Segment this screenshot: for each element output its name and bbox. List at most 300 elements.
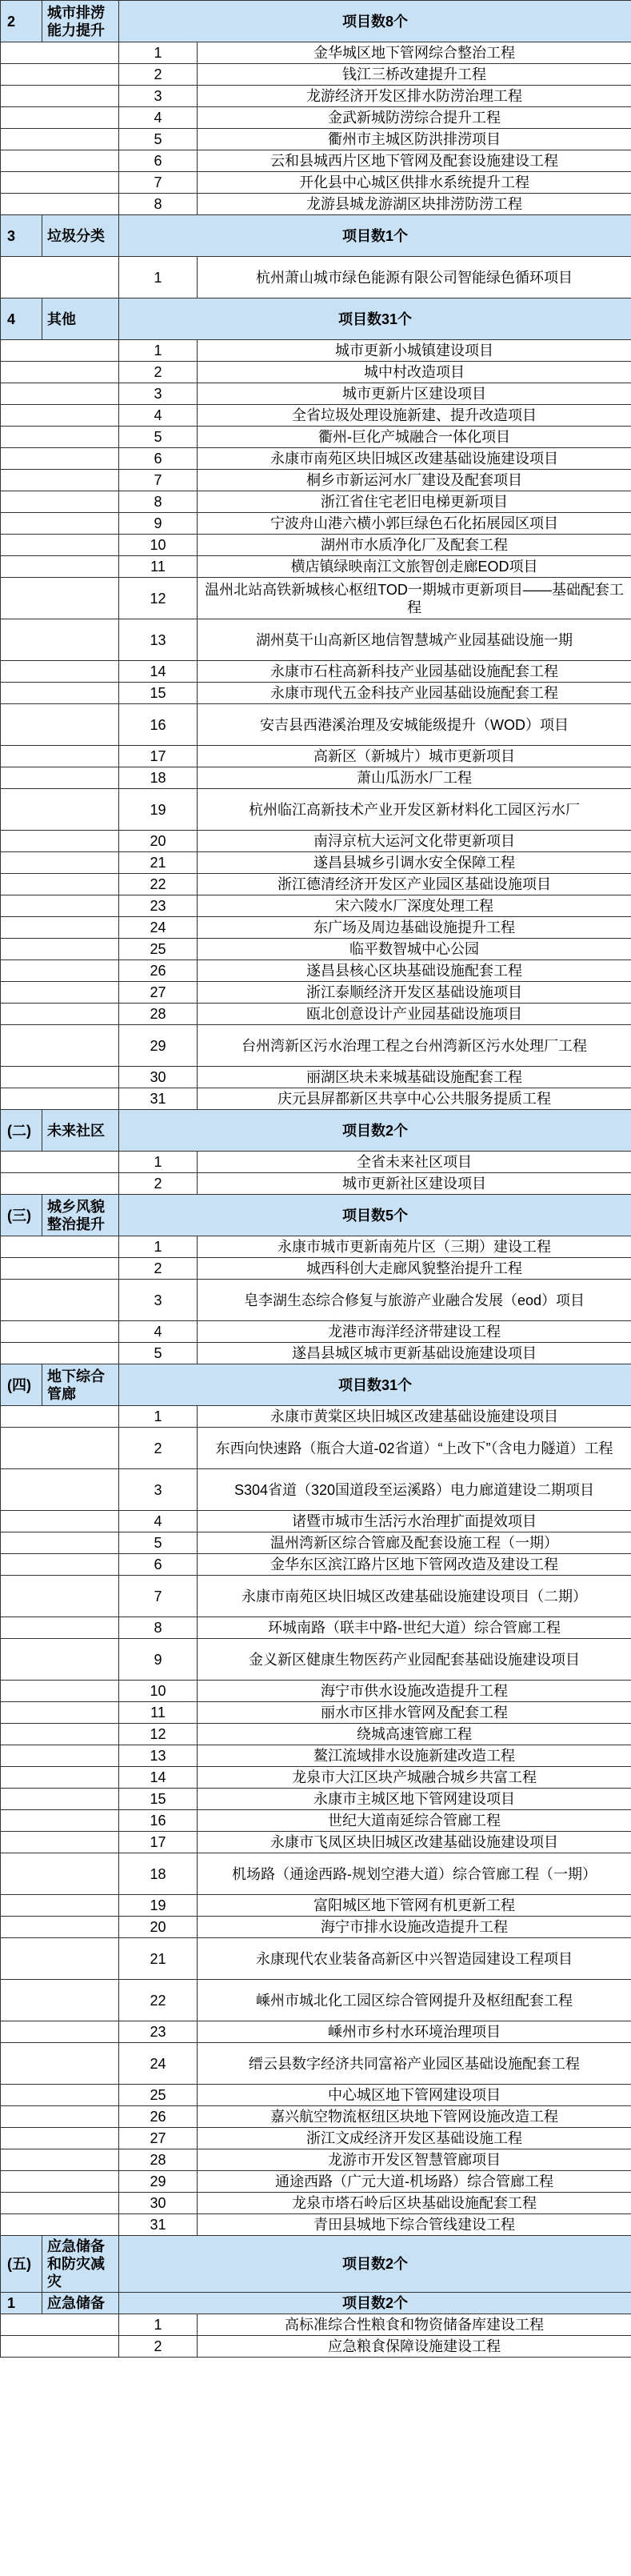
- project-name: 开化县中心城区供排水系统提升工程: [198, 172, 631, 194]
- project-name: 丽湖区块未来城基础设施配套工程: [198, 1067, 631, 1088]
- project-name: 衢州-巨化产城融合一体化项目: [198, 427, 631, 448]
- empty-cell: [1, 831, 119, 852]
- project-index: 11: [119, 556, 198, 578]
- project-index: 31: [119, 2214, 198, 2236]
- section-name: 应急储备: [42, 2293, 119, 2314]
- project-name: 萧山瓜沥水厂工程: [198, 767, 631, 789]
- empty-cell: [1, 1152, 119, 1173]
- empty-cell: [1, 1258, 119, 1280]
- section-project-count: 项目数31个: [119, 298, 631, 340]
- project-name: 诸暨市城市生活污水治理扩面提效项目: [198, 1511, 631, 1532]
- project-index: 25: [119, 939, 198, 960]
- section-project-count: 项目数2个: [119, 1110, 631, 1152]
- project-name: 横店镇绿映南江文旅智创走廊EOD项目: [198, 556, 631, 578]
- project-index: 3: [119, 383, 198, 405]
- section-header-row: [1, 2236, 631, 2293]
- empty-cell: [1, 1532, 119, 1554]
- project-index: 1: [119, 1236, 198, 1258]
- project-row: [1, 1745, 631, 1767]
- empty-cell: [1, 1745, 119, 1767]
- project-row: [1, 789, 631, 831]
- project-name: 环城南路（联丰中路-世纪大道）综合管廊工程: [198, 1617, 631, 1639]
- empty-cell: [1, 1088, 119, 1110]
- project-name: 温州北站高铁新城核心枢纽TOD一期城市更新项目——基础配套工程: [198, 578, 631, 619]
- project-name: 海宁市排水设施改造提升工程: [198, 1917, 631, 1938]
- project-index: 5: [119, 129, 198, 150]
- project-row: [1, 1236, 631, 1258]
- project-index: 3: [119, 86, 198, 107]
- project-name: 城市更新小城镇建设项目: [198, 340, 631, 362]
- empty-cell: [1, 107, 119, 129]
- empty-cell: [1, 2043, 119, 2085]
- project-name: 高新区（新城片）城市更新项目: [198, 746, 631, 767]
- empty-cell: [1, 1236, 119, 1258]
- project-row: [1, 619, 631, 661]
- empty-cell: [1, 2128, 119, 2149]
- project-row: [1, 1639, 631, 1681]
- project-row: [1, 362, 631, 383]
- project-row: [1, 86, 631, 107]
- project-name: 台州湾新区污水治理工程之台州湾新区污水处理厂工程: [198, 1025, 631, 1067]
- empty-cell: [1, 2106, 119, 2128]
- project-row: [1, 470, 631, 491]
- project-index: 4: [119, 107, 198, 129]
- project-row: [1, 2085, 631, 2106]
- section-number: (四): [1, 1364, 42, 1406]
- project-name: 云和县城西片区地下管网及配套设施建设工程: [198, 150, 631, 172]
- project-row: [1, 746, 631, 767]
- project-index: 20: [119, 1917, 198, 1938]
- project-index: 1: [119, 42, 198, 64]
- project-name: 龙游经济开发区排水防涝治理工程: [198, 86, 631, 107]
- project-name: 通途西路（广元大道-机场路）综合管廊工程: [198, 2171, 631, 2193]
- project-row: [1, 2149, 631, 2171]
- section-number: 2: [1, 1, 42, 42]
- project-index: 10: [119, 1681, 198, 1702]
- project-name: 金华城区地下管网综合整治工程: [198, 42, 631, 64]
- project-row: [1, 1469, 631, 1511]
- empty-cell: [1, 1025, 119, 1067]
- empty-cell: [1, 2085, 119, 2106]
- empty-cell: [1, 982, 119, 1004]
- empty-cell: [1, 556, 119, 578]
- project-row: [1, 1280, 631, 1321]
- section-project-count: 项目数8个: [119, 1, 631, 42]
- project-row: [1, 257, 631, 298]
- project-name: S304省道（320国道段至运溪路）电力廊道建设二期项目: [198, 1469, 631, 1511]
- project-index: 16: [119, 1810, 198, 1832]
- project-index: 10: [119, 535, 198, 556]
- empty-cell: [1, 491, 119, 513]
- project-index: 17: [119, 1832, 198, 1853]
- project-index: 13: [119, 619, 198, 661]
- empty-cell: [1, 1173, 119, 1195]
- project-row: [1, 1152, 631, 1173]
- project-row: [1, 2106, 631, 2128]
- project-index: 28: [119, 1004, 198, 1025]
- section-project-count: 项目数2个: [119, 2293, 631, 2314]
- project-index: 21: [119, 1938, 198, 1980]
- section-header-row: [1, 2293, 631, 2314]
- project-name: 机场路（通途西路-规划空港大道）综合管廊工程（一期）: [198, 1853, 631, 1895]
- project-row: [1, 2214, 631, 2236]
- project-index: 29: [119, 1025, 198, 1067]
- section-project-count: 项目数31个: [119, 1364, 631, 1406]
- project-index: 6: [119, 1554, 198, 1576]
- project-name: 永康市现代五金科技产业园基础设施配套工程: [198, 683, 631, 704]
- project-row: [1, 683, 631, 704]
- project-row: [1, 1554, 631, 1576]
- project-row: [1, 491, 631, 513]
- project-row: [1, 383, 631, 405]
- empty-cell: [1, 619, 119, 661]
- project-name: 城市更新社区建设项目: [198, 1173, 631, 1195]
- empty-cell: [1, 64, 119, 86]
- section-header-row: [1, 215, 631, 257]
- project-name: 永康市飞凤区块旧城区改建基础设施建设项目: [198, 1832, 631, 1853]
- project-index: 9: [119, 513, 198, 535]
- project-name: 遂昌县城区城市更新基础设施建设项目: [198, 1343, 631, 1364]
- empty-cell: [1, 704, 119, 746]
- project-name: 龙游县城龙游湖区块排涝防涝工程: [198, 194, 631, 215]
- project-name: 瓯北创意设计产业园基础设施项目: [198, 1004, 631, 1025]
- empty-cell: [1, 2314, 119, 2336]
- project-index: 29: [119, 2171, 198, 2193]
- empty-cell: [1, 427, 119, 448]
- project-index: 1: [119, 2314, 198, 2336]
- project-name: 南浔京杭大运河文化带更新项目: [198, 831, 631, 852]
- empty-cell: [1, 2149, 119, 2171]
- empty-cell: [1, 1681, 119, 1702]
- project-index: 28: [119, 2149, 198, 2171]
- project-name: 应急粮食保障设施建设工程: [198, 2336, 631, 2358]
- project-row: [1, 1681, 631, 1702]
- project-name: 金华东区滨江路片区地下管网改造及建设工程: [198, 1554, 631, 1576]
- section-name: 垃圾分类: [42, 215, 119, 257]
- project-index: 2: [119, 1258, 198, 1280]
- empty-cell: [1, 86, 119, 107]
- project-index: 7: [119, 1576, 198, 1617]
- project-name: 永康市黄棠区块旧城区改建基础设施建设项目: [198, 1406, 631, 1428]
- project-row: [1, 2043, 631, 2085]
- section-number: (三): [1, 1195, 42, 1236]
- project-row: [1, 1511, 631, 1532]
- project-row: [1, 1767, 631, 1789]
- project-name: 皂李湖生态综合修复与旅游产业融合发展（eod）项目: [198, 1280, 631, 1321]
- project-index: 16: [119, 704, 198, 746]
- project-row: [1, 2171, 631, 2193]
- empty-cell: [1, 405, 119, 427]
- project-index: 1: [119, 340, 198, 362]
- empty-cell: [1, 1321, 119, 1343]
- empty-cell: [1, 939, 119, 960]
- project-name: 湖州市水质净化厂及配套工程: [198, 535, 631, 556]
- project-row: [1, 405, 631, 427]
- project-index: 26: [119, 2106, 198, 2128]
- section-number: 3: [1, 215, 42, 257]
- section-number: 1: [1, 2293, 42, 2314]
- project-name: 宋六陵水厂深度处理工程: [198, 895, 631, 917]
- project-table-body: [1, 1, 631, 2358]
- project-row: [1, 1810, 631, 1832]
- empty-cell: [1, 194, 119, 215]
- project-row: [1, 1025, 631, 1067]
- project-name: 高标准综合性粮食和物资储备库建设工程: [198, 2314, 631, 2336]
- project-name: 永康市主城区地下管网建设项目: [198, 1789, 631, 1810]
- project-index: 5: [119, 1343, 198, 1364]
- project-name: 中心城区地下管网建设项目: [198, 2085, 631, 2106]
- project-row: [1, 1321, 631, 1343]
- project-index: 15: [119, 683, 198, 704]
- project-index: 6: [119, 448, 198, 470]
- project-index: 12: [119, 578, 198, 619]
- project-row: [1, 2314, 631, 2336]
- empty-cell: [1, 1724, 119, 1745]
- project-name: 青田县城地下综合管线建设工程: [198, 2214, 631, 2236]
- project-name: 海宁市供水设施改造提升工程: [198, 1681, 631, 1702]
- section-name: 城市排涝能力提升: [42, 1, 119, 42]
- project-name: 钱江三桥改建提升工程: [198, 64, 631, 86]
- project-index: 19: [119, 789, 198, 831]
- project-name: 安吉县西港溪治理及安城能级提升（WOD）项目: [198, 704, 631, 746]
- empty-cell: [1, 1406, 119, 1428]
- project-row: [1, 939, 631, 960]
- project-index: 22: [119, 874, 198, 895]
- empty-cell: [1, 578, 119, 619]
- project-index: 2: [119, 1428, 198, 1469]
- project-row: [1, 2021, 631, 2043]
- project-index: 14: [119, 661, 198, 683]
- section-project-count: 项目数2个: [119, 2236, 631, 2293]
- project-row: [1, 1173, 631, 1195]
- project-row: [1, 1789, 631, 1810]
- project-index: 12: [119, 1724, 198, 1745]
- project-index: 1: [119, 257, 198, 298]
- project-index: 1: [119, 1152, 198, 1173]
- project-index: 27: [119, 2128, 198, 2149]
- project-index: 17: [119, 746, 198, 767]
- section-name: 未来社区: [42, 1110, 119, 1152]
- project-row: [1, 1853, 631, 1895]
- project-name: 衢州市主城区防洪排涝项目: [198, 129, 631, 150]
- empty-cell: [1, 1639, 119, 1681]
- project-row: [1, 1258, 631, 1280]
- project-row: [1, 767, 631, 789]
- empty-cell: [1, 1767, 119, 1789]
- project-index: 24: [119, 2043, 198, 2085]
- project-name: 龙港市海洋经济带建设工程: [198, 1321, 631, 1343]
- empty-cell: [1, 1895, 119, 1917]
- project-name: 龙游市开发区智慧管廊项目: [198, 2149, 631, 2171]
- empty-cell: [1, 1469, 119, 1511]
- project-row: [1, 1428, 631, 1469]
- project-name: 龙泉市大江区块产城融合城乡共富工程: [198, 1767, 631, 1789]
- project-row: [1, 1576, 631, 1617]
- empty-cell: [1, 2171, 119, 2193]
- empty-cell: [1, 960, 119, 982]
- project-index: 30: [119, 2193, 198, 2214]
- project-row: [1, 1617, 631, 1639]
- project-name: 世纪大道南延综合管廊工程: [198, 1810, 631, 1832]
- project-row: [1, 1004, 631, 1025]
- project-index: 9: [119, 1639, 198, 1681]
- empty-cell: [1, 535, 119, 556]
- section-header-row: [1, 1110, 631, 1152]
- project-index: 2: [119, 1173, 198, 1195]
- empty-cell: [1, 172, 119, 194]
- project-row: [1, 556, 631, 578]
- project-index: 2: [119, 64, 198, 86]
- project-name: 桐乡市新运河水厂建设及配套项目: [198, 470, 631, 491]
- empty-cell: [1, 383, 119, 405]
- empty-cell: [1, 1067, 119, 1088]
- project-index: 18: [119, 1853, 198, 1895]
- project-index: 8: [119, 1617, 198, 1639]
- empty-cell: [1, 2336, 119, 2358]
- empty-cell: [1, 340, 119, 362]
- project-row: [1, 2128, 631, 2149]
- project-index: 20: [119, 831, 198, 852]
- empty-cell: [1, 42, 119, 64]
- project-row: [1, 448, 631, 470]
- section-name: 应急储备和防灾减灾: [42, 2236, 119, 2293]
- empty-cell: [1, 470, 119, 491]
- empty-cell: [1, 2021, 119, 2043]
- project-name: 鳌江流域排水设施新建改造工程: [198, 1745, 631, 1767]
- project-name: 金武新城防涝综合提升工程: [198, 107, 631, 129]
- project-row: [1, 1702, 631, 1724]
- project-index: 26: [119, 960, 198, 982]
- project-row: [1, 172, 631, 194]
- empty-cell: [1, 746, 119, 767]
- empty-cell: [1, 895, 119, 917]
- project-row: [1, 1724, 631, 1745]
- empty-cell: [1, 852, 119, 874]
- project-row: [1, 340, 631, 362]
- project-row: [1, 578, 631, 619]
- project-name: 嘉兴航空物流枢纽区块地下管网设施改造工程: [198, 2106, 631, 2128]
- project-index: 3: [119, 1469, 198, 1511]
- section-header-row: [1, 1364, 631, 1406]
- project-index: 8: [119, 491, 198, 513]
- project-row: [1, 1088, 631, 1110]
- empty-cell: [1, 513, 119, 535]
- empty-cell: [1, 917, 119, 939]
- project-name: 绕城高速管廊工程: [198, 1724, 631, 1745]
- project-name: 全省未来社区项目: [198, 1152, 631, 1173]
- project-name: 浙江德清经济开发区产业园区基础设施项目: [198, 874, 631, 895]
- project-row: [1, 1406, 631, 1428]
- project-name: 宁波舟山港六横小郭巨绿色石化拓展园区项目: [198, 513, 631, 535]
- project-row: [1, 129, 631, 150]
- project-name: 浙江省住宅老旧电梯更新项目: [198, 491, 631, 513]
- project-index: 5: [119, 1532, 198, 1554]
- project-row: [1, 2336, 631, 2358]
- empty-cell: [1, 1832, 119, 1853]
- project-name: 永康市南苑区块旧城区改建基础设施建设项目: [198, 448, 631, 470]
- project-row: [1, 831, 631, 852]
- section-project-count: 项目数5个: [119, 1195, 631, 1236]
- empty-cell: [1, 257, 119, 298]
- project-row: [1, 704, 631, 746]
- project-index: 2: [119, 2336, 198, 2358]
- project-row: [1, 917, 631, 939]
- project-row: [1, 661, 631, 683]
- project-row: [1, 852, 631, 874]
- project-row: [1, 982, 631, 1004]
- project-row: [1, 64, 631, 86]
- project-row: [1, 107, 631, 129]
- empty-cell: [1, 1980, 119, 2021]
- project-name: 浙江泰顺经济开发区基础设施项目: [198, 982, 631, 1004]
- project-name: 浙江文成经济开发区基础设施工程: [198, 2128, 631, 2149]
- empty-cell: [1, 1428, 119, 1469]
- section-header-row: [1, 1, 631, 42]
- empty-cell: [1, 1554, 119, 1576]
- project-row: [1, 960, 631, 982]
- project-name: 城中村改造项目: [198, 362, 631, 383]
- project-name: 杭州临江高新技术产业开发区新材料化工园区污水厂: [198, 789, 631, 831]
- empty-cell: [1, 683, 119, 704]
- project-name: 永康现代农业装备高新区中兴智造园建设工程项目: [198, 1938, 631, 1980]
- empty-cell: [1, 1576, 119, 1617]
- project-index: 4: [119, 405, 198, 427]
- project-name: 全省垃圾处理设施新建、提升改造项目: [198, 405, 631, 427]
- project-index: 24: [119, 917, 198, 939]
- section-name: 地下综合管廊: [42, 1364, 119, 1406]
- project-index: 27: [119, 982, 198, 1004]
- project-index: 23: [119, 2021, 198, 2043]
- project-name: 永康市石柱高新科技产业园基础设施配套工程: [198, 661, 631, 683]
- empty-cell: [1, 1280, 119, 1321]
- project-index: 1: [119, 1406, 198, 1428]
- project-index: 21: [119, 852, 198, 874]
- empty-cell: [1, 1511, 119, 1532]
- project-index: 6: [119, 150, 198, 172]
- project-index: 19: [119, 1895, 198, 1917]
- section-header-row: [1, 298, 631, 340]
- project-name: 缙云县数字经济共同富裕产业园区基础设施配套工程: [198, 2043, 631, 2085]
- project-name: 东广场及周边基础设施提升工程: [198, 917, 631, 939]
- empty-cell: [1, 2214, 119, 2236]
- empty-cell: [1, 1004, 119, 1025]
- project-row: [1, 874, 631, 895]
- project-row: [1, 1980, 631, 2021]
- project-row: [1, 1895, 631, 1917]
- project-row: [1, 2193, 631, 2214]
- project-name: 遂昌县核心区块基础设施配套工程: [198, 960, 631, 982]
- project-row: [1, 1917, 631, 1938]
- project-name: 杭州萧山城市绿色能源有限公司智能绿色循环项目: [198, 257, 631, 298]
- project-row: [1, 1343, 631, 1364]
- project-index: 18: [119, 767, 198, 789]
- project-index: 30: [119, 1067, 198, 1088]
- empty-cell: [1, 1789, 119, 1810]
- project-index: 2: [119, 362, 198, 383]
- empty-cell: [1, 1617, 119, 1639]
- project-index: 23: [119, 895, 198, 917]
- project-index: 3: [119, 1280, 198, 1321]
- section-project-count: 项目数1个: [119, 215, 631, 257]
- project-index: 25: [119, 2085, 198, 2106]
- project-name: 湖州莫干山高新区地信智慧城产业园基础设施一期: [198, 619, 631, 661]
- project-row: [1, 535, 631, 556]
- project-name: 金义新区健康生物医药产业园配套基础设施建设项目: [198, 1639, 631, 1681]
- project-row: [1, 1067, 631, 1088]
- project-name: 永康市城市更新南苑片区（三期）建设工程: [198, 1236, 631, 1258]
- section-number: (五): [1, 2236, 42, 2293]
- project-name: 庆元县屏都新区共享中心公共服务提质工程: [198, 1088, 631, 1110]
